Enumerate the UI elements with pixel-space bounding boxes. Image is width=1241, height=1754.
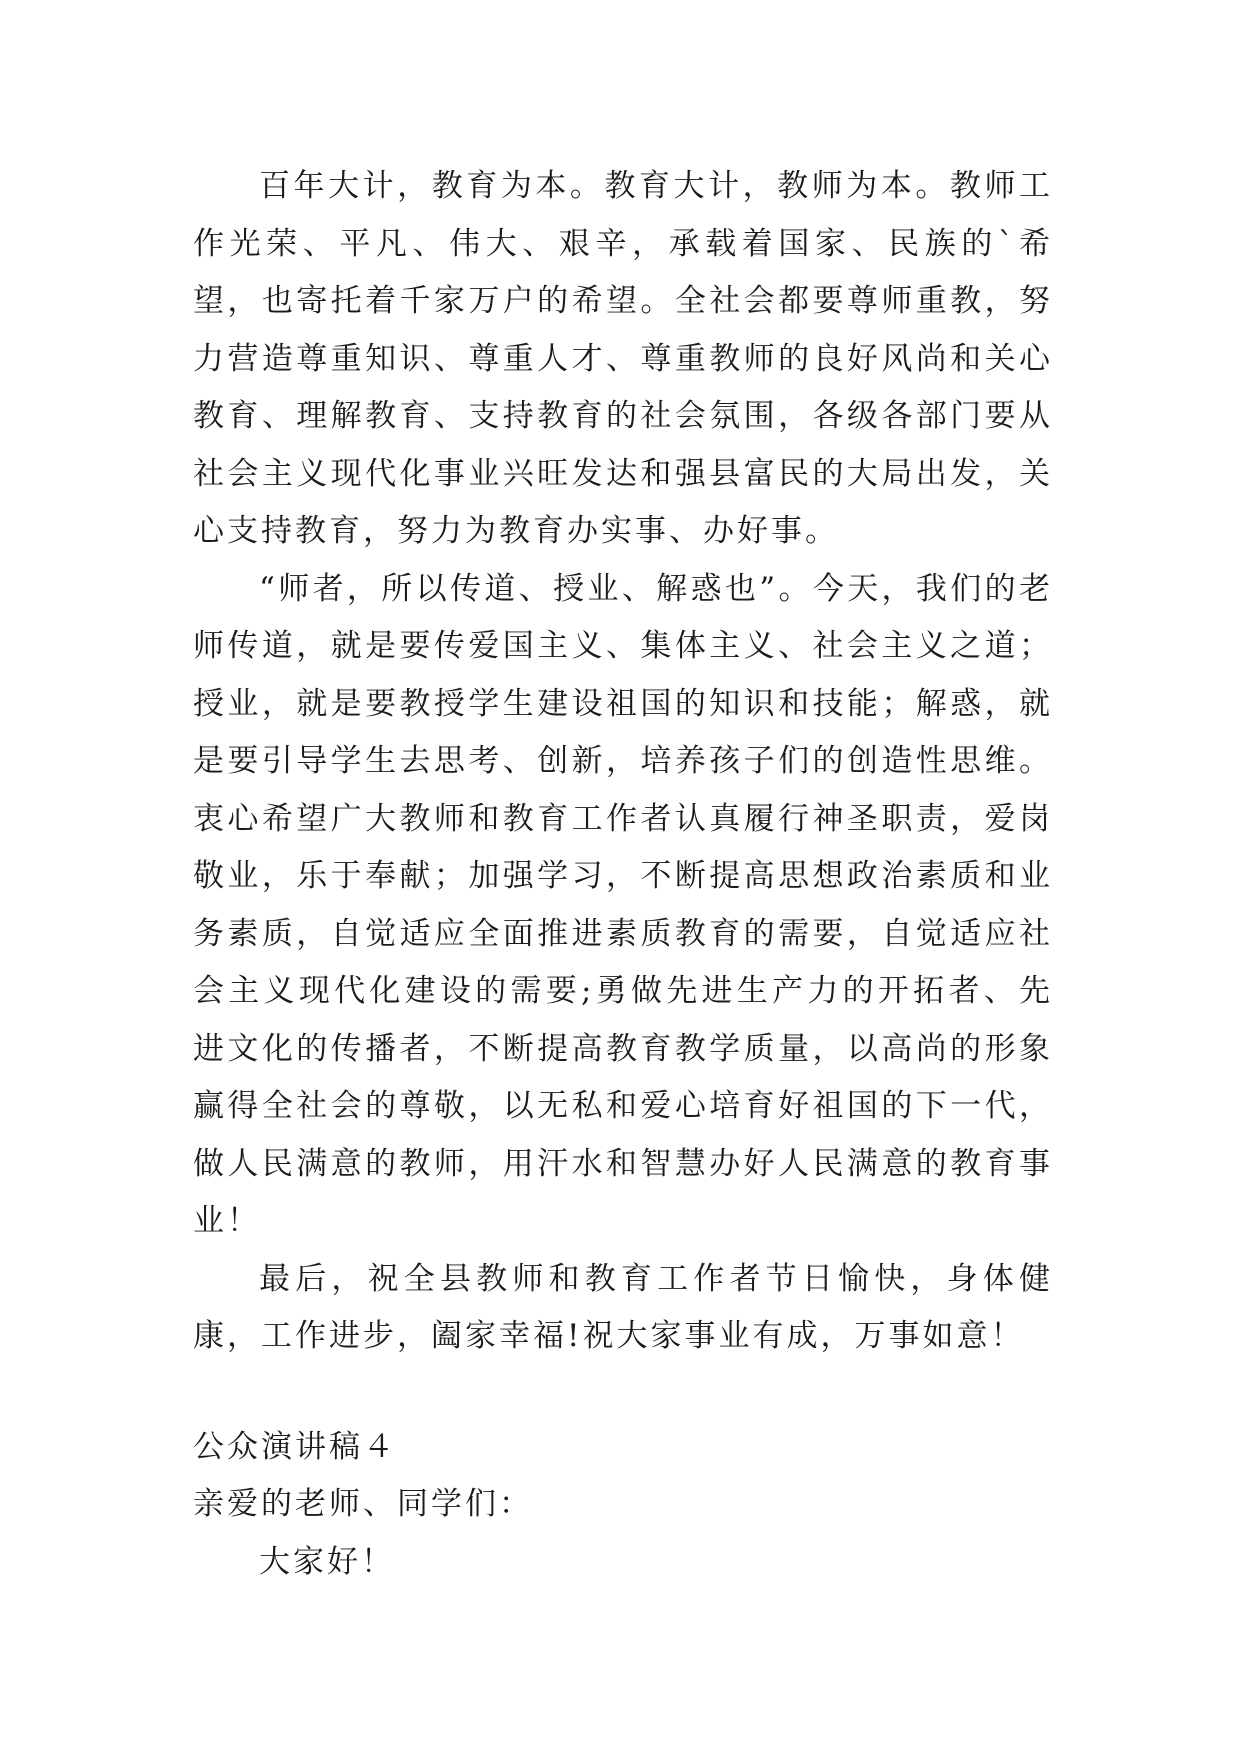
paragraph-1: 百年大计，教育为本。教育大计，教师为本。教师工作光荣、平凡、伟大、艰辛，承载着国家、民族的`希望，也寄托着千家万户的希望。全社会都要尊师重教，努力营造尊重知识、尊重人才、尊重教师的良好风尚和关心教育、理解教育、支持教育的社会氛围，各级各部门要从社会主义现代化事业兴旺发达和强县富民的大局出发，关心支持教育，努力为教育办实事、办好事。	[193, 168, 1053, 549]
paragraph-3: 最后，祝全县教师和教育工作者节日愉快，身体健康，工作进步，阖家幸福!祝大家事业有成，万事如意！	[193, 1260, 1053, 1354]
salutation: 亲爱的老师、同学们：	[193, 1486, 533, 1522]
greeting: 大家好！	[259, 1543, 395, 1580]
section-title: 公众演讲稿４	[193, 1428, 397, 1465]
document-body	[193, 158, 1053, 1591]
paragraph-2: “师者，所以传道、授业、解惑也”。今天，我们的老师传道，就是要传爱国主义、集体主义、社会主义之道；授业，就是要教授学生建设祖国的知识和技能；解惑，就是要引导学生去思考、创新，培养孩子们的创造性思维。衷心希望广大教师和教育工作者认真履行神圣职责，爱岗敬业，乐于奉献；加强学习，不断提高思想政治素质和业务素质，自觉适应全面推进素质教育的需要，自觉适应社会主义现代化建设的需要;勇做先进生产力的开拓者、先进文化的传播者，不断提高教育教学质量，以高尚的形象赢得全社会的尊敬，以无私和爱心培育好祖国的下一代，做人民满意的教师，用汗水和智慧办好人民满意的教育事业！	[193, 570, 1053, 1239]
